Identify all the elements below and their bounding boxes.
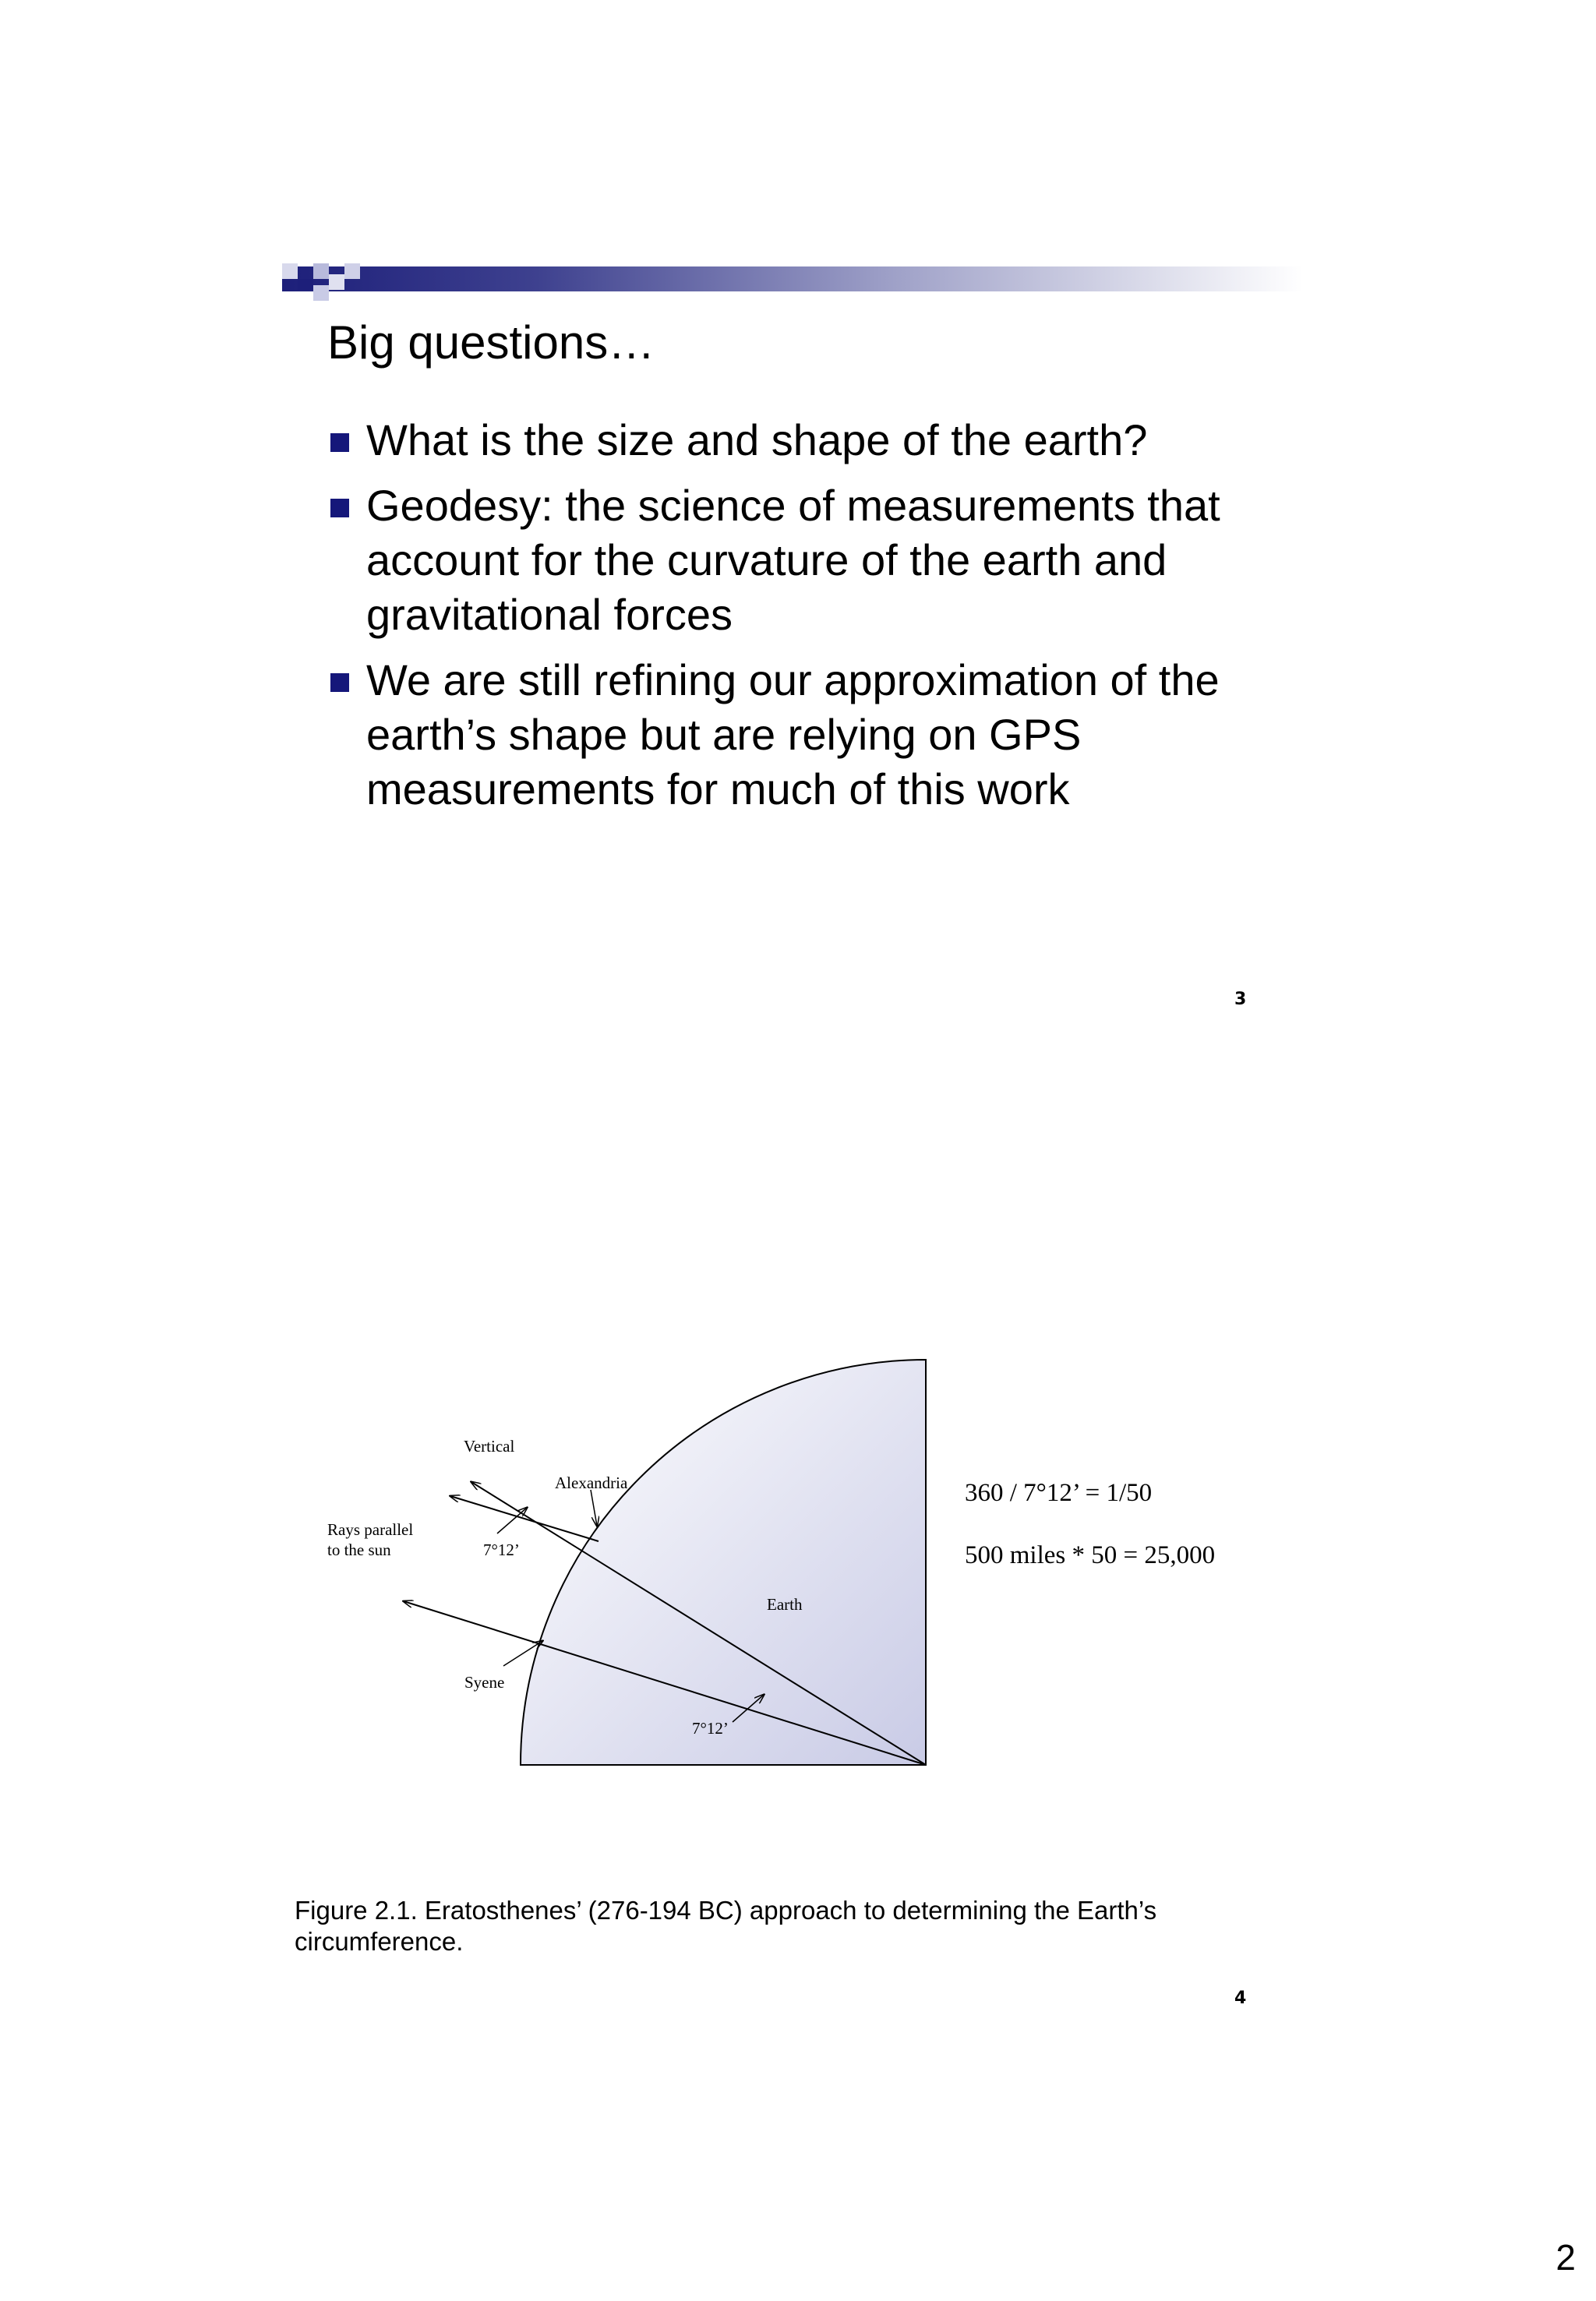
label-earth: Earth	[767, 1595, 803, 1614]
alexandria-pointer	[591, 1490, 597, 1526]
bullet-list	[327, 413, 1262, 828]
slide-number: 4	[1234, 1989, 1247, 2008]
square-bullet-icon	[330, 499, 349, 517]
bullet-item	[327, 478, 1262, 642]
label-syene: Syene	[464, 1673, 505, 1692]
title-decoration-bar	[282, 266, 1303, 291]
bullet-item	[327, 653, 1262, 817]
slide-title: Big questions…	[327, 316, 655, 369]
label-vertical: Vertical	[464, 1437, 515, 1456]
square-bullet-icon	[330, 673, 349, 692]
bullet-text: We are still refining our approximation of the earth’s shape but are relying on GPS measurements for much of this work	[366, 655, 1220, 813]
sun-ray-alexandria	[450, 1496, 598, 1541]
bullet-text: What is the size and shape of the earth?	[366, 415, 1148, 464]
earth-quarter-circle	[521, 1360, 926, 1765]
formula-circumference: 500 miles * 50 = 25,000	[965, 1541, 1216, 1569]
bullet-item	[327, 413, 1262, 468]
formula-ratio: 360 / 7°12’ = 1/50	[965, 1479, 1153, 1507]
label-rays-line2: to the sun	[327, 1540, 391, 1559]
title-decoration-squares	[282, 263, 368, 301]
slide-number: 3	[1234, 990, 1247, 1009]
square-bullet-icon	[330, 433, 349, 452]
label-alexandria: Alexandria	[555, 1473, 628, 1492]
label-angle-center: 7°12’	[692, 1719, 729, 1738]
label-rays-line1: Rays parallel	[327, 1520, 414, 1539]
label-angle-top: 7°12’	[483, 1540, 520, 1559]
figure-caption: Figure 2.1. Eratosthenes’ (276-194 BC) approach to determining the Earth’s circumference.	[295, 1896, 1157, 1956]
bullet-text: Geodesy: the science of measurements that account for the curvature of the earth and gravitational forces	[366, 481, 1220, 639]
sheet-page-number: 2	[1555, 2237, 1576, 2278]
